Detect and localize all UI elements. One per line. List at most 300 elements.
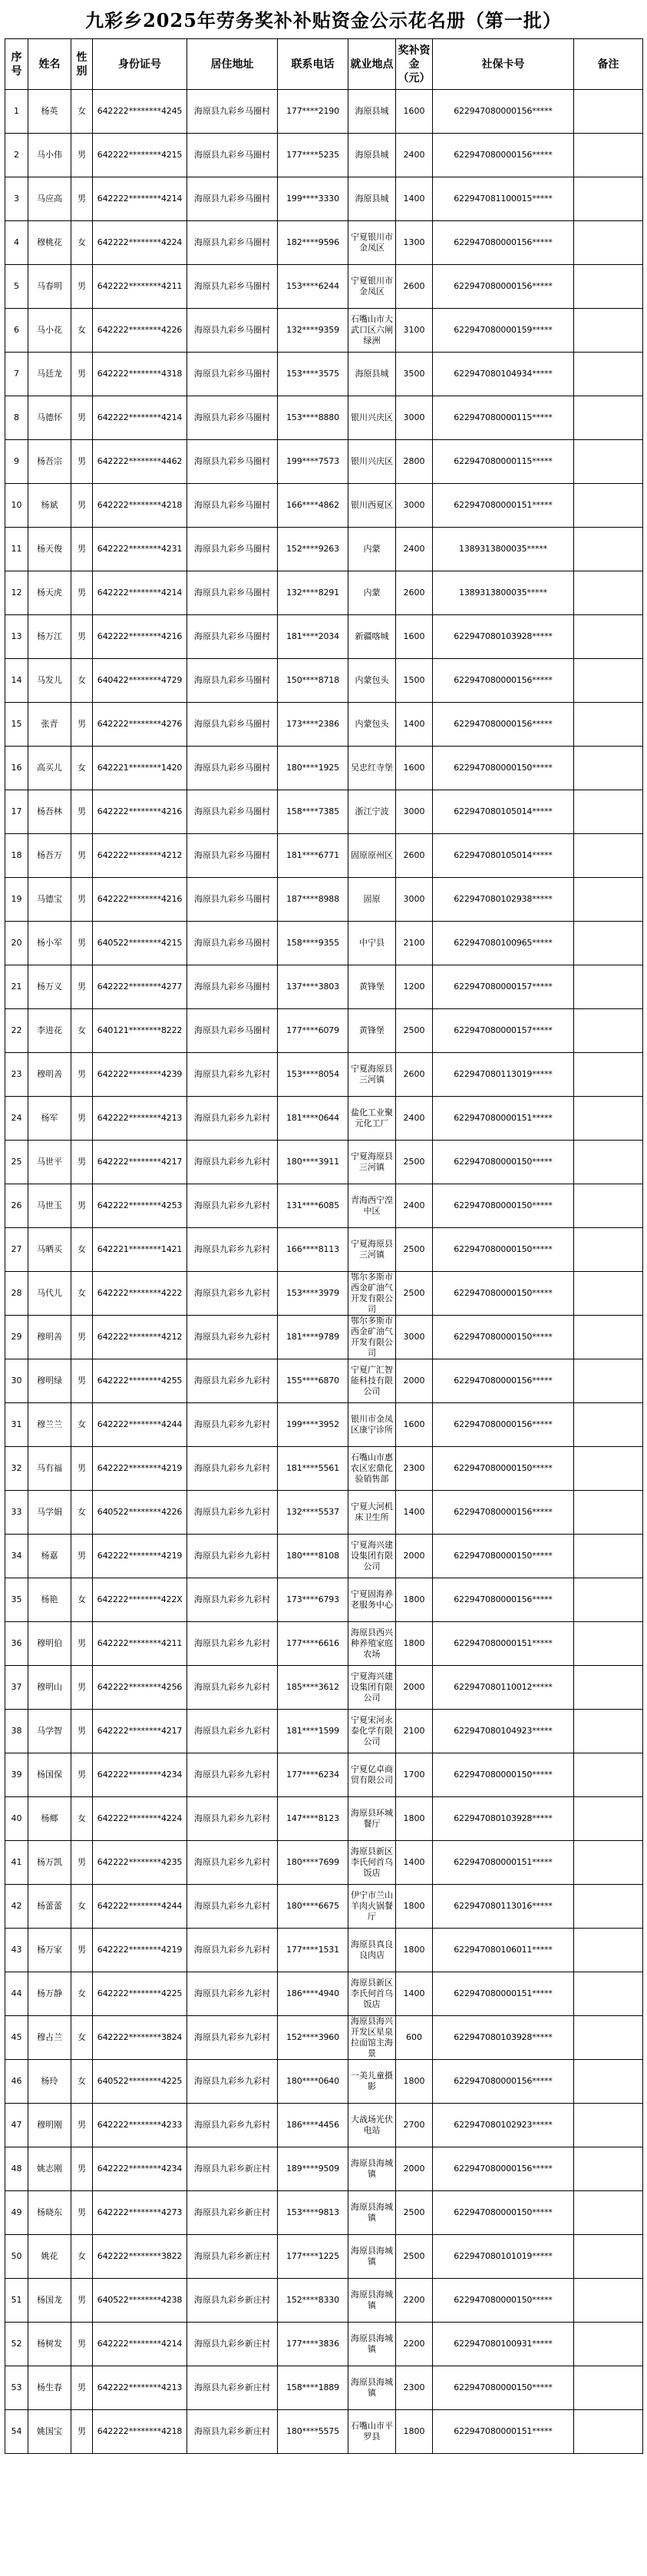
cell-seq: 3 [5, 177, 28, 221]
cell-address: 海原县九彩乡马圈村 [187, 922, 278, 965]
cell-gender: 女 [71, 2060, 93, 2104]
cell-gender: 男 [71, 2104, 93, 2147]
cell-subsidy: 1500 [396, 659, 433, 703]
cell-work-location: 宁夏银川市金凤区 [348, 221, 396, 265]
cell-seq: 17 [5, 790, 28, 834]
cell-gender: 女 [71, 2016, 93, 2060]
cell-gender: 男 [71, 834, 93, 878]
cell-phone: 199****3330 [278, 177, 348, 221]
cell-subsidy: 2200 [396, 2279, 433, 2323]
cell-work-location: 石嘴山市平罗县 [348, 2410, 396, 2454]
cell-social-card: 622947080000156***** [433, 1359, 574, 1403]
cell-phone: 186****4940 [278, 1972, 348, 2016]
table-header [5, 39, 643, 90]
cell-phone: 186****4456 [278, 2104, 348, 2147]
cell-gender: 男 [71, 1666, 93, 1710]
table-row [5, 2323, 643, 2366]
cell-seq: 22 [5, 1009, 28, 1053]
cell-gender: 男 [71, 265, 93, 309]
cell-subsidy: 1400 [396, 703, 433, 747]
cell-address: 海原县九彩乡马圈村 [187, 965, 278, 1009]
cell-work-location: 浙江宁波 [348, 790, 396, 834]
cell-address: 海原县九彩乡九彩村 [187, 1972, 278, 2016]
cell-seq: 16 [5, 747, 28, 790]
table-row [5, 703, 643, 747]
cell-address: 海原县九彩乡九彩村 [187, 1053, 278, 1097]
cell-social-card: 622947080000151***** [433, 1972, 574, 2016]
cell-address: 海原县九彩乡马圈村 [187, 703, 278, 747]
table-row [5, 440, 643, 484]
cell-id-number: 640522********4226 [93, 1491, 187, 1535]
cell-id-number: 642222********4211 [93, 1622, 187, 1666]
cell-gender: 男 [71, 1535, 93, 1578]
cell-phone: 153****3979 [278, 1272, 348, 1316]
cell-remark [574, 1535, 643, 1578]
cell-remark [574, 2279, 643, 2323]
cell-social-card: 622947080000150***** [433, 1535, 574, 1578]
header-address: 居住地址 [187, 39, 278, 90]
cell-social-card: 622947080113016***** [433, 1885, 574, 1929]
cell-remark [574, 177, 643, 221]
cell-remark [574, 484, 643, 528]
cell-social-card: 622947080000150***** [433, 1753, 574, 1797]
cell-seq: 1 [5, 90, 28, 134]
cell-name: 杨军 [28, 1097, 71, 1141]
cell-address: 海原县九彩乡九彩村 [187, 2016, 278, 2060]
cell-gender: 男 [71, 2191, 93, 2235]
cell-work-location: 一美儿童摄影 [348, 2060, 396, 2104]
cell-name: 马小伟 [28, 134, 71, 177]
cell-work-location: 宁夏宋河永泰化学有限公司 [348, 1710, 396, 1753]
cell-seq: 14 [5, 659, 28, 703]
cell-id-number: 640522********4238 [93, 2279, 187, 2323]
cell-social-card: 622947080103928***** [433, 2016, 574, 2060]
cell-work-location: 海原县城 [348, 177, 396, 221]
cell-address: 海原县九彩乡九彩村 [187, 1929, 278, 1972]
table-row [5, 396, 643, 440]
cell-name: 马德宝 [28, 878, 71, 922]
table-row [5, 1359, 643, 1403]
cell-phone: 147****8123 [278, 1797, 348, 1841]
cell-phone: 153****9813 [278, 2191, 348, 2235]
cell-social-card: 622947080000150***** [433, 2191, 574, 2235]
cell-social-card: 622947081100015***** [433, 177, 574, 221]
cell-phone: 152****9263 [278, 528, 348, 571]
cell-seq: 13 [5, 615, 28, 659]
cell-social-card: 622947080000150***** [433, 1447, 574, 1491]
cell-gender: 女 [71, 1797, 93, 1841]
cell-social-card: 622947080000156***** [433, 703, 574, 747]
cell-address: 海原县九彩乡新庄村 [187, 2235, 278, 2279]
header-work-location: 就业地点 [348, 39, 396, 90]
cell-name: 姚志刚 [28, 2147, 71, 2191]
cell-work-location: 海原县海城镇 [348, 2147, 396, 2191]
cell-work-location: 海原县海城镇 [348, 2235, 396, 2279]
cell-name: 马世平 [28, 1141, 71, 1184]
cell-subsidy: 2300 [396, 1447, 433, 1491]
cell-remark [574, 922, 643, 965]
cell-address: 海原县九彩乡新庄村 [187, 2410, 278, 2454]
cell-work-location: 海原县城 [348, 353, 396, 396]
cell-name: 杨树发 [28, 2323, 71, 2366]
cell-gender: 男 [71, 2323, 93, 2366]
cell-address: 海原县九彩乡九彩村 [187, 1885, 278, 1929]
cell-gender: 男 [71, 1929, 93, 1972]
cell-name: 穆明善 [28, 1316, 71, 1359]
table-row [5, 834, 643, 878]
cell-subsidy: 2200 [396, 2323, 433, 2366]
cell-social-card: 622947080113019***** [433, 1053, 574, 1097]
cell-remark [574, 2235, 643, 2279]
cell-address: 海原县九彩乡新庄村 [187, 2191, 278, 2235]
cell-id-number: 642222********4213 [93, 2366, 187, 2410]
cell-work-location: 中宁县 [348, 922, 396, 965]
table-row [5, 484, 643, 528]
cell-id-number: 642222********4217 [93, 1710, 187, 1753]
header-row [5, 39, 643, 90]
cell-name: 杨斌 [28, 484, 71, 528]
cell-gender: 女 [71, 1491, 93, 1535]
cell-phone: 177****1225 [278, 2235, 348, 2279]
cell-id-number: 642222********4219 [93, 1929, 187, 1972]
cell-address: 海原县九彩乡九彩村 [187, 1447, 278, 1491]
cell-work-location: 内蒙包头 [348, 659, 396, 703]
cell-remark [574, 747, 643, 790]
table-row [5, 2235, 643, 2279]
cell-remark [574, 1403, 643, 1447]
cell-subsidy: 2500 [396, 1141, 433, 1184]
table-row [5, 1578, 643, 1622]
cell-address: 海原县九彩乡新庄村 [187, 2323, 278, 2366]
cell-address: 海原县九彩乡马圈村 [187, 134, 278, 177]
cell-remark [574, 615, 643, 659]
cell-gender: 男 [71, 2366, 93, 2410]
cell-subsidy: 2400 [396, 1184, 433, 1228]
cell-id-number: 642222********4215 [93, 134, 187, 177]
cell-id-number: 642222********4212 [93, 1316, 187, 1359]
cell-social-card: 1389313800035***** [433, 571, 574, 615]
cell-phone: 152****3960 [278, 2016, 348, 2060]
table-row [5, 1097, 643, 1141]
cell-seq: 42 [5, 1885, 28, 1929]
cell-id-number: 642222********4218 [93, 2410, 187, 2454]
cell-phone: 132****8291 [278, 571, 348, 615]
cell-phone: 173****2386 [278, 703, 348, 747]
cell-phone: 153****8054 [278, 1053, 348, 1097]
cell-id-number: 642222********4212 [93, 834, 187, 878]
cell-name: 杨吾宗 [28, 440, 71, 484]
cell-subsidy: 2000 [396, 1359, 433, 1403]
table-row [5, 571, 643, 615]
cell-phone: 153****3575 [278, 353, 348, 396]
cell-id-number: 642222********4216 [93, 790, 187, 834]
cell-seq: 21 [5, 965, 28, 1009]
cell-name: 杨万义 [28, 965, 71, 1009]
cell-work-location: 宁夏海兴建设集团有限公司 [348, 1666, 396, 1710]
cell-seq: 26 [5, 1184, 28, 1228]
cell-address: 海原县九彩乡九彩村 [187, 2060, 278, 2104]
cell-subsidy: 1800 [396, 1929, 433, 1972]
cell-phone: 137****3803 [278, 965, 348, 1009]
cell-work-location: 青海西宁湟中区 [348, 1184, 396, 1228]
table-row [5, 1447, 643, 1491]
cell-id-number: 642222********3824 [93, 2016, 187, 2060]
cell-name: 穆桃花 [28, 221, 71, 265]
cell-address: 海原县九彩乡九彩村 [187, 1097, 278, 1141]
cell-subsidy: 1200 [396, 965, 433, 1009]
cell-social-card: 622947080000151***** [433, 1841, 574, 1885]
cell-gender: 女 [71, 2235, 93, 2279]
header-id-number: 身份证号 [93, 39, 187, 90]
cell-work-location: 海原县海兴开发区星泉拉面馆主海景 [348, 2016, 396, 2060]
cell-address: 海原县九彩乡九彩村 [187, 1228, 278, 1272]
cell-address: 海原县九彩乡马圈村 [187, 396, 278, 440]
cell-name: 马小花 [28, 309, 71, 353]
cell-work-location: 内蒙包头 [348, 703, 396, 747]
cell-gender: 男 [71, 790, 93, 834]
cell-seq: 2 [5, 134, 28, 177]
cell-subsidy: 1800 [396, 1622, 433, 1666]
table-row [5, 1929, 643, 1972]
table-row [5, 1403, 643, 1447]
cell-social-card: 622947080102938***** [433, 878, 574, 922]
cell-work-location: 银川西夏区 [348, 484, 396, 528]
cell-id-number: 642222********4222 [93, 1272, 187, 1316]
cell-subsidy: 2600 [396, 1053, 433, 1097]
cell-gender: 男 [71, 2410, 93, 2454]
cell-subsidy: 2400 [396, 528, 433, 571]
table-row [5, 922, 643, 965]
cell-name: 李进花 [28, 1009, 71, 1053]
cell-social-card: 622947080000151***** [433, 2410, 574, 2454]
cell-id-number: 642222********4219 [93, 1447, 187, 1491]
cell-address: 海原县九彩乡九彩村 [187, 1316, 278, 1359]
cell-work-location: 海原县环城餐厅 [348, 1797, 396, 1841]
cell-subsidy: 2400 [396, 1097, 433, 1141]
cell-seq: 9 [5, 440, 28, 484]
cell-phone: 177****6234 [278, 1753, 348, 1797]
header-remark: 备注 [574, 39, 643, 90]
cell-subsidy: 2500 [396, 2191, 433, 2235]
cell-gender: 男 [71, 484, 93, 528]
cell-seq: 39 [5, 1753, 28, 1797]
cell-address: 海原县九彩乡新庄村 [187, 2147, 278, 2191]
cell-id-number: 642222********4255 [93, 1359, 187, 1403]
table-row [5, 90, 643, 134]
cell-remark [574, 265, 643, 309]
cell-remark [574, 1578, 643, 1622]
table-row [5, 1622, 643, 1666]
cell-gender: 男 [71, 177, 93, 221]
cell-social-card: 622947080106011***** [433, 1929, 574, 1972]
cell-subsidy: 2600 [396, 265, 433, 309]
cell-id-number: 642222********4224 [93, 1797, 187, 1841]
cell-phone: 158****9355 [278, 922, 348, 965]
cell-remark [574, 1359, 643, 1403]
table-row [5, 309, 643, 353]
cell-work-location: 盐化工业聚元化工厂 [348, 1097, 396, 1141]
cell-id-number: 642222********4218 [93, 484, 187, 528]
table-row [5, 1885, 643, 1929]
table-row [5, 134, 643, 177]
cell-remark [574, 1272, 643, 1316]
cell-id-number: 642222********4226 [93, 309, 187, 353]
cell-phone: 177****1531 [278, 1929, 348, 1972]
cell-address: 海原县九彩乡马圈村 [187, 353, 278, 396]
cell-remark [574, 1184, 643, 1228]
cell-gender: 女 [71, 1403, 93, 1447]
cell-name: 穆明刚 [28, 2104, 71, 2147]
cell-gender: 男 [71, 703, 93, 747]
cell-seq: 20 [5, 922, 28, 965]
cell-id-number: 642222********4234 [93, 1753, 187, 1797]
cell-seq: 6 [5, 309, 28, 353]
cell-address: 海原县九彩乡九彩村 [187, 1141, 278, 1184]
cell-phone: 158****7385 [278, 790, 348, 834]
cell-name: 杨国龙 [28, 2279, 71, 2323]
cell-id-number: 642222********4216 [93, 878, 187, 922]
cell-work-location: 海原县海城镇 [348, 2279, 396, 2323]
cell-subsidy: 2500 [396, 1272, 433, 1316]
cell-phone: 180****1925 [278, 747, 348, 790]
cell-phone: 177****3836 [278, 2323, 348, 2366]
cell-name: 马廷龙 [28, 353, 71, 396]
cell-id-number: 642222********4318 [93, 353, 187, 396]
cell-seq: 53 [5, 2366, 28, 2410]
cell-remark [574, 309, 643, 353]
cell-address: 海原县九彩乡马圈村 [187, 834, 278, 878]
cell-seq: 11 [5, 528, 28, 571]
cell-id-number: 642222********4244 [93, 1403, 187, 1447]
cell-address: 海原县九彩乡马圈村 [187, 265, 278, 309]
cell-id-number: 642221********1420 [93, 747, 187, 790]
table-row [5, 1228, 643, 1272]
cell-subsidy: 2400 [396, 134, 433, 177]
cell-social-card: 622947080000150***** [433, 2279, 574, 2323]
cell-subsidy: 1400 [396, 1972, 433, 2016]
cell-address: 海原县九彩乡九彩村 [187, 1753, 278, 1797]
cell-seq: 33 [5, 1491, 28, 1535]
cell-work-location: 宁夏海兴建设集团有限公司 [348, 1535, 396, 1578]
cell-gender: 女 [71, 221, 93, 265]
cell-remark [574, 2016, 643, 2060]
cell-work-location: 银川兴庆区 [348, 440, 396, 484]
cell-remark [574, 2410, 643, 2454]
cell-name: 杨嘉 [28, 1535, 71, 1578]
cell-name: 杨吾林 [28, 790, 71, 834]
table-row [5, 1491, 643, 1535]
cell-address: 海原县九彩乡马圈村 [187, 309, 278, 353]
cell-social-card: 622947080000115***** [433, 396, 574, 440]
cell-seq: 25 [5, 1141, 28, 1184]
cell-work-location: 吴忠红寺堡 [348, 747, 396, 790]
cell-social-card: 622947080000156***** [433, 2060, 574, 2104]
cell-address: 海原县九彩乡马圈村 [187, 484, 278, 528]
cell-address: 海原县九彩乡九彩村 [187, 1578, 278, 1622]
cell-gender: 女 [71, 747, 93, 790]
cell-id-number: 642222********4214 [93, 571, 187, 615]
cell-id-number: 642221********1421 [93, 1228, 187, 1272]
cell-remark [574, 1097, 643, 1141]
cell-seq: 35 [5, 1578, 28, 1622]
cell-phone: 180****8108 [278, 1535, 348, 1578]
cell-seq: 45 [5, 2016, 28, 2060]
cell-name: 马德怀 [28, 396, 71, 440]
cell-social-card: 622947080104934***** [433, 353, 574, 396]
cell-work-location: 海原县新区李氏何首乌饭店 [348, 1841, 396, 1885]
cell-name: 马应高 [28, 177, 71, 221]
cell-name: 姚国宝 [28, 2410, 71, 2454]
cell-social-card: 622947080000156***** [433, 2147, 574, 2191]
cell-remark [574, 1841, 643, 1885]
cell-address: 海原县九彩乡马圈村 [187, 90, 278, 134]
cell-remark [574, 790, 643, 834]
cell-address: 海原县九彩乡马圈村 [187, 528, 278, 571]
cell-remark [574, 703, 643, 747]
cell-gender: 男 [71, 1141, 93, 1184]
cell-seq: 12 [5, 571, 28, 615]
cell-gender: 男 [71, 965, 93, 1009]
cell-seq: 37 [5, 1666, 28, 1710]
table-row [5, 1535, 643, 1578]
cell-social-card: 622947080100931***** [433, 2323, 574, 2366]
cell-social-card: 622947080000156***** [433, 1578, 574, 1622]
cell-name: 杨生春 [28, 2366, 71, 2410]
cell-remark [574, 1316, 643, 1359]
cell-remark [574, 1666, 643, 1710]
cell-seq: 32 [5, 1447, 28, 1491]
cell-phone: 177****2190 [278, 90, 348, 134]
table-row [5, 1184, 643, 1228]
cell-seq: 52 [5, 2323, 28, 2366]
cell-work-location: 海原县海城镇 [348, 2323, 396, 2366]
cell-seq: 31 [5, 1403, 28, 1447]
cell-gender: 女 [71, 90, 93, 134]
cell-id-number: 642222********4253 [93, 1184, 187, 1228]
cell-remark [574, 2147, 643, 2191]
cell-phone: 199****3952 [278, 1403, 348, 1447]
cell-subsidy: 2000 [396, 1535, 433, 1578]
cell-social-card: 622947080000150***** [433, 747, 574, 790]
cell-seq: 38 [5, 1710, 28, 1753]
cell-id-number: 642222********4273 [93, 2191, 187, 2235]
cell-seq: 19 [5, 878, 28, 922]
cell-social-card: 622947080000150***** [433, 2366, 574, 2410]
cell-phone: 180****0640 [278, 2060, 348, 2104]
cell-work-location: 海原县城 [348, 90, 396, 134]
cell-work-location: 大战场光伏电站 [348, 2104, 396, 2147]
cell-work-location: 宁夏固海养老服务中心 [348, 1578, 396, 1622]
cell-name: 张青 [28, 703, 71, 747]
cell-gender: 男 [71, 396, 93, 440]
cell-name: 杨国保 [28, 1753, 71, 1797]
cell-work-location: 宁夏大河机床卫生所 [348, 1491, 396, 1535]
cell-subsidy: 2800 [396, 440, 433, 484]
cell-subsidy: 3500 [396, 353, 433, 396]
cell-subsidy: 3000 [396, 1316, 433, 1359]
cell-subsidy: 2100 [396, 1710, 433, 1753]
cell-social-card: 1389313800035***** [433, 528, 574, 571]
header-social-card: 社保卡号 [433, 39, 574, 90]
cell-phone: 131****6085 [278, 1184, 348, 1228]
cell-social-card: 622947080000156***** [433, 90, 574, 134]
cell-id-number: 642222********4213 [93, 1097, 187, 1141]
cell-subsidy: 2000 [396, 1666, 433, 1710]
cell-social-card: 622947080000156***** [433, 1403, 574, 1447]
cell-address: 海原县九彩乡九彩村 [187, 2104, 278, 2147]
cell-subsidy: 1600 [396, 90, 433, 134]
table-row [5, 2366, 643, 2410]
